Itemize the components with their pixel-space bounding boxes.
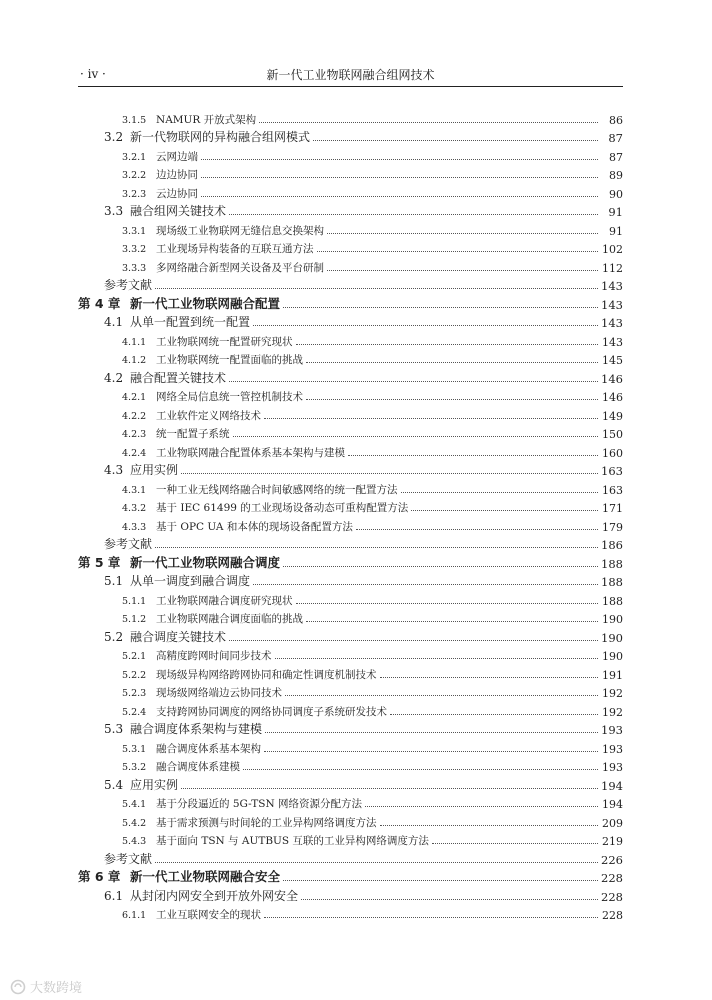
dot-leader [306, 621, 598, 622]
toc-page-number: 171 [602, 502, 623, 515]
toc-label [122, 260, 324, 275]
toc-page-number: 193 [601, 723, 623, 737]
toc-number: 4.1 [104, 315, 124, 329]
toc-subsection[interactable] [78, 182, 623, 201]
toc-title: 支持跨网协同调度的网络协同调度子系统研发技术 [156, 705, 387, 718]
toc-label [122, 611, 303, 626]
toc-page-number: 228 [601, 871, 623, 885]
dot-leader [243, 769, 598, 770]
toc-title: 工业物联网融合调度研究现状 [156, 594, 293, 607]
toc-subsection[interactable] [78, 349, 623, 368]
dot-leader [365, 806, 598, 807]
dot-leader [380, 825, 599, 826]
dot-leader [259, 122, 598, 123]
toc-title: 云边协同 [156, 187, 198, 200]
toc-page-number: 192 [602, 687, 623, 700]
toc-number: 3.1.5 [122, 114, 147, 126]
toc-title: 网络全局信息统一管控机制技术 [156, 391, 303, 403]
toc-subsection[interactable] [78, 219, 623, 238]
toc-subsection[interactable] [78, 830, 623, 849]
toc-page-number: 188 [601, 575, 623, 589]
toc-title: 工业互联网安全的现状 [156, 909, 261, 921]
toc-label [122, 482, 398, 497]
toc-title: 从单一配置到统一配置 [130, 315, 251, 329]
toc-subsection[interactable] [78, 386, 623, 405]
toc-number: 5.3 [104, 722, 124, 736]
toc-number: 5.2.1 [122, 651, 147, 662]
toc-subsection[interactable] [78, 330, 623, 349]
toc-page-number: 190 [602, 650, 623, 663]
toc-section[interactable] [78, 774, 623, 793]
toc-number: 3.3.2 [122, 244, 147, 255]
toc-label [122, 445, 345, 460]
toc-label [104, 628, 226, 645]
toc-title: 边边协同 [156, 169, 198, 181]
toc-label [104, 535, 152, 552]
toc-page-number: 143 [602, 335, 623, 349]
toc-label [122, 334, 293, 349]
toc-subsection[interactable] [78, 164, 623, 183]
toc-number: 3.2 [104, 130, 124, 144]
toc-page-number: 191 [602, 668, 623, 682]
toc-page-number: 87 [609, 150, 623, 164]
toc-title: 参考文献 [104, 278, 153, 292]
toc-title: 基于分段逼近的 5G-TSN 网络资源分配方法 [156, 798, 362, 810]
toc-label [122, 223, 324, 238]
dot-leader [264, 418, 598, 419]
toc-page-number: 145 [602, 354, 623, 367]
dot-leader [285, 695, 598, 696]
toc-label [122, 352, 303, 367]
toc-page-number: 143 [601, 316, 623, 330]
toc-label [122, 426, 230, 441]
toc-title: 融合调度体系基本架构 [156, 742, 261, 755]
dot-leader [253, 584, 598, 585]
toc-number: 第 4 章 [78, 295, 121, 311]
toc-page-number: 163 [602, 483, 623, 497]
toc-page-number: 91 [609, 224, 623, 238]
toc-references[interactable] [78, 275, 623, 294]
toc-number: 3.2.3 [122, 188, 147, 200]
toc-number: 5.1 [104, 574, 124, 588]
toc-number: 4.2.2 [122, 410, 147, 422]
toc-page-number: 192 [602, 705, 623, 719]
toc-section[interactable] [78, 201, 623, 220]
toc-label [122, 241, 314, 256]
toc-number: 4.2.3 [122, 429, 147, 440]
toc-label [122, 500, 408, 515]
toc-page-number: 188 [602, 594, 623, 608]
dot-leader [229, 381, 598, 382]
toc-title: 工业物联网统一配置研究现状 [156, 335, 293, 348]
toc-page-number: 163 [601, 464, 623, 478]
running-title: 新一代工业物联网融合组网技术 [266, 68, 435, 82]
toc-number: 5.4 [104, 777, 124, 792]
dot-leader [401, 492, 599, 493]
dot-leader [264, 917, 598, 918]
toc-page-number: 209 [602, 816, 623, 830]
toc-subsection[interactable] [78, 515, 623, 534]
toc-title: 现场级异构网络跨网协同和确定性调度机制技术 [156, 668, 377, 681]
toc-subsection[interactable] [78, 608, 623, 627]
toc-title: 新一代工业物联网融合安全 [130, 869, 281, 884]
toc-title: 融合调度体系架构与建模 [130, 722, 263, 736]
page-header [78, 60, 623, 87]
toc-page-number: 179 [602, 520, 623, 534]
dot-leader [155, 862, 598, 863]
toc-title: 工业现场异构装备的互联互通方法 [156, 243, 314, 255]
dot-leader [356, 529, 598, 530]
toc-label [78, 867, 280, 885]
toc-title: 融合配置关键技术 [130, 370, 227, 385]
toc-number: 4.1.1 [122, 336, 147, 348]
toc-label [104, 850, 152, 867]
toc-number: 5.1.2 [122, 614, 147, 625]
toc-page-number: 143 [601, 297, 623, 312]
toc-references[interactable] [78, 848, 623, 867]
toc-label [122, 759, 240, 774]
toc-subsection[interactable] [78, 441, 623, 460]
toc-label [122, 408, 261, 423]
toc-title: 基于 OPC UA 和本体的现场设备配置方法 [156, 520, 353, 533]
toc-subsection[interactable] [78, 404, 623, 423]
toc-page-number: 186 [601, 538, 623, 552]
dot-leader [264, 751, 598, 752]
dot-leader [283, 880, 598, 881]
dot-leader [380, 677, 599, 678]
toc-chapter[interactable] [78, 867, 623, 886]
dot-leader [181, 473, 598, 474]
watermark [10, 977, 82, 996]
toc-title: 新一代工业物联网融合调度 [130, 554, 281, 570]
toc-number: 5.2.3 [122, 688, 147, 699]
dot-leader [327, 233, 598, 234]
toc-title: 基于 IEC 61499 的工业现场设备动态可重构配置方法 [156, 502, 409, 514]
toc-subsection[interactable] [78, 423, 623, 442]
toc-label [122, 907, 261, 922]
toc-page-number: 190 [601, 630, 623, 645]
toc-label [104, 887, 298, 904]
page-number: · iv · [80, 67, 106, 81]
dot-leader [265, 732, 598, 733]
toc-title: 从封闭内网安全到开放外网安全 [130, 888, 299, 903]
toc-subsection[interactable] [78, 756, 623, 775]
toc-label [122, 149, 198, 164]
toc-label [122, 519, 353, 534]
toc-subsection[interactable] [78, 589, 623, 608]
toc-title: 应用实例 [130, 777, 179, 792]
toc-label [104, 572, 250, 589]
toc-number: 6.1.1 [122, 910, 147, 921]
toc-label [104, 776, 178, 793]
dot-leader [317, 251, 599, 252]
toc-label [104, 720, 262, 737]
toc-label [104, 369, 226, 386]
toc-page-number: 160 [602, 446, 623, 460]
toc-number: 4.2 [104, 370, 124, 385]
toc-page-number: 150 [602, 428, 623, 441]
toc-section[interactable] [78, 312, 623, 331]
dot-leader [390, 714, 598, 715]
toc-number: 5.4.2 [122, 817, 147, 829]
toc-subsection[interactable] [78, 904, 623, 923]
toc-label [122, 685, 282, 700]
toc-title: 从单一调度到融合调度 [130, 574, 251, 588]
toc-section[interactable] [78, 127, 623, 146]
toc-page-number: 228 [602, 909, 623, 922]
dot-leader [313, 140, 598, 141]
toc-title: 融合组网关键技术 [130, 204, 227, 218]
toc-section[interactable] [78, 885, 623, 904]
toc-page-number: 190 [602, 613, 623, 626]
toc-title: 基于需求预测与时间轮的工业异构网络调度方法 [156, 816, 377, 829]
toc-subsection[interactable] [78, 645, 623, 664]
toc-section[interactable] [78, 460, 623, 479]
toc-subsection[interactable] [78, 497, 623, 516]
dot-leader [253, 325, 598, 326]
dot-leader [155, 288, 598, 289]
toc-page-number: 91 [608, 205, 623, 219]
toc-number: 第 6 章 [78, 869, 121, 884]
toc-page-number: 143 [601, 279, 623, 293]
toc-title: 工业物联网统一配置面临的挑战 [156, 354, 303, 366]
toc-number: 4.3 [104, 463, 124, 477]
toc-number: 3.3.3 [122, 262, 147, 274]
dot-leader [296, 603, 599, 604]
toc-subsection[interactable] [78, 682, 623, 701]
toc-number: 4.3.1 [122, 484, 147, 496]
toc-title: 云网边端 [156, 150, 198, 163]
dot-leader [306, 399, 598, 400]
dot-leader [432, 843, 598, 844]
toc-label [122, 648, 272, 663]
dot-leader [283, 307, 598, 308]
toc-label [78, 294, 280, 312]
toc-number: 3.3 [104, 204, 124, 218]
toc-label [122, 667, 377, 682]
toc-title: 基于面向 TSN 与 AUTBUS 互联的工业异构网络调度方法 [156, 835, 429, 847]
toc-page-number: 86 [609, 113, 623, 127]
toc-label [104, 202, 226, 219]
toc-number: 4.2.4 [122, 447, 147, 459]
toc-title: 一种工业无线网络融合时间敏感网络的统一配置方法 [156, 483, 398, 496]
toc-number: 5.2.2 [122, 669, 147, 681]
dot-leader [229, 214, 598, 215]
toc-label [122, 112, 256, 127]
toc-subsection[interactable] [78, 793, 623, 812]
toc-page-number: 90 [609, 187, 623, 201]
toc-number: 6.1 [104, 888, 124, 903]
toc-title: 新一代物联网的异构融合组网模式 [130, 130, 311, 144]
toc-subsection[interactable] [78, 238, 623, 257]
toc-chapter[interactable] [78, 552, 623, 571]
toc-number: 5.4.3 [122, 836, 147, 847]
toc-subsection[interactable] [78, 478, 623, 497]
toc-title: 统一配置子系统 [156, 428, 230, 440]
toc-title: 应用实例 [130, 463, 179, 477]
toc-section[interactable] [78, 719, 623, 738]
dot-leader [327, 270, 598, 271]
dot-leader [233, 436, 599, 437]
toc-page-number: 146 [602, 391, 623, 404]
toc-page-number: 188 [601, 556, 623, 571]
toc-page-number: 112 [602, 261, 623, 275]
toc-number: 5.1.1 [122, 595, 147, 607]
toc-number: 4.2.1 [122, 392, 147, 403]
dot-leader [201, 177, 598, 178]
toc-subsection[interactable] [78, 256, 623, 275]
dot-leader [201, 196, 598, 197]
toc-title: 新一代工业物联网融合配置 [130, 295, 281, 311]
toc-title: 现场级网络端边云协同技术 [156, 687, 282, 699]
dot-leader [275, 658, 599, 659]
toc-subsection[interactable] [78, 700, 623, 719]
toc-title: 现场级工业物联网无缝信息交换架构 [156, 224, 324, 237]
toc-label [122, 741, 261, 756]
dot-leader [301, 899, 598, 900]
toc-label [104, 128, 310, 145]
toc-label [122, 186, 198, 201]
toc-number: 5.3.2 [122, 762, 147, 773]
toc-page-number: 226 [601, 852, 623, 867]
toc-label [122, 167, 198, 182]
dot-leader [348, 455, 598, 456]
dot-leader [229, 640, 598, 641]
toc-label [104, 313, 250, 330]
toc-title: 工业软件定义网络技术 [156, 409, 261, 422]
toc-page-number: 102 [602, 243, 623, 256]
toc-label [78, 553, 280, 571]
toc-number: 5.2.4 [122, 706, 147, 718]
toc-page-number: 89 [609, 169, 623, 182]
toc-number: 5.4.1 [122, 799, 147, 810]
toc-label [104, 276, 152, 293]
toc-page-number: 194 [602, 798, 623, 811]
toc-label [122, 593, 293, 608]
toc-label [122, 704, 387, 719]
toc-number: 4.1.2 [122, 355, 147, 366]
watermark-text: 大数跨境 [30, 981, 83, 996]
toc-title: 多网络融合新型网关设备及平台研制 [156, 261, 324, 274]
dot-leader [296, 344, 599, 345]
toc-page-number: 228 [601, 889, 623, 904]
toc-subsection[interactable] [78, 108, 623, 127]
table-of-contents [78, 108, 623, 922]
toc-number: 5.2 [104, 629, 124, 644]
toc-section[interactable] [78, 571, 623, 590]
toc-number: 3.3.1 [122, 225, 147, 237]
toc-page-number: 87 [608, 131, 623, 145]
toc-title: 融合调度关键技术 [130, 629, 227, 644]
logo-icon [10, 979, 26, 995]
toc-title: 高精度跨网时间同步技术 [156, 650, 272, 662]
toc-title: 参考文献 [104, 851, 153, 866]
toc-label [122, 815, 377, 830]
toc-number: 4.3.3 [122, 521, 147, 533]
toc-title: 工业物联网融合调度面临的挑战 [156, 613, 303, 625]
toc-section[interactable] [78, 367, 623, 386]
toc-label [122, 796, 362, 811]
toc-page-number: 193 [602, 742, 623, 756]
toc-page-number: 219 [602, 835, 623, 848]
toc-page-number: 149 [602, 409, 623, 423]
toc-label [122, 389, 303, 404]
toc-label [122, 833, 429, 848]
toc-title: 工业物联网融合配置体系基本架构与建模 [156, 446, 345, 459]
toc-subsection[interactable] [78, 663, 623, 682]
toc-page-number: 193 [602, 761, 623, 774]
toc-number: 3.2.1 [122, 151, 147, 163]
toc-number: 第 5 章 [78, 554, 121, 570]
toc-title: 参考文献 [104, 537, 153, 551]
dot-leader [155, 547, 598, 548]
toc-subsection[interactable] [78, 737, 623, 756]
dot-leader [306, 362, 598, 363]
toc-subsection[interactable] [78, 811, 623, 830]
dot-leader [411, 510, 598, 511]
dot-leader [283, 566, 598, 567]
toc-number: 5.3.1 [122, 743, 147, 755]
toc-title: 融合调度体系建模 [156, 761, 240, 773]
toc-label [104, 461, 178, 478]
toc-title: NAMUR 开放式架构 [156, 113, 257, 126]
toc-chapter[interactable] [78, 293, 623, 312]
toc-number: 4.3.2 [122, 503, 147, 514]
toc-references[interactable] [78, 534, 623, 553]
toc-number: 3.2.2 [122, 170, 147, 181]
dot-leader [201, 159, 598, 160]
toc-subsection[interactable] [78, 145, 623, 164]
dot-leader [181, 788, 598, 789]
toc-section[interactable] [78, 626, 623, 645]
toc-page-number: 194 [601, 778, 623, 793]
toc-page-number: 146 [601, 371, 623, 386]
